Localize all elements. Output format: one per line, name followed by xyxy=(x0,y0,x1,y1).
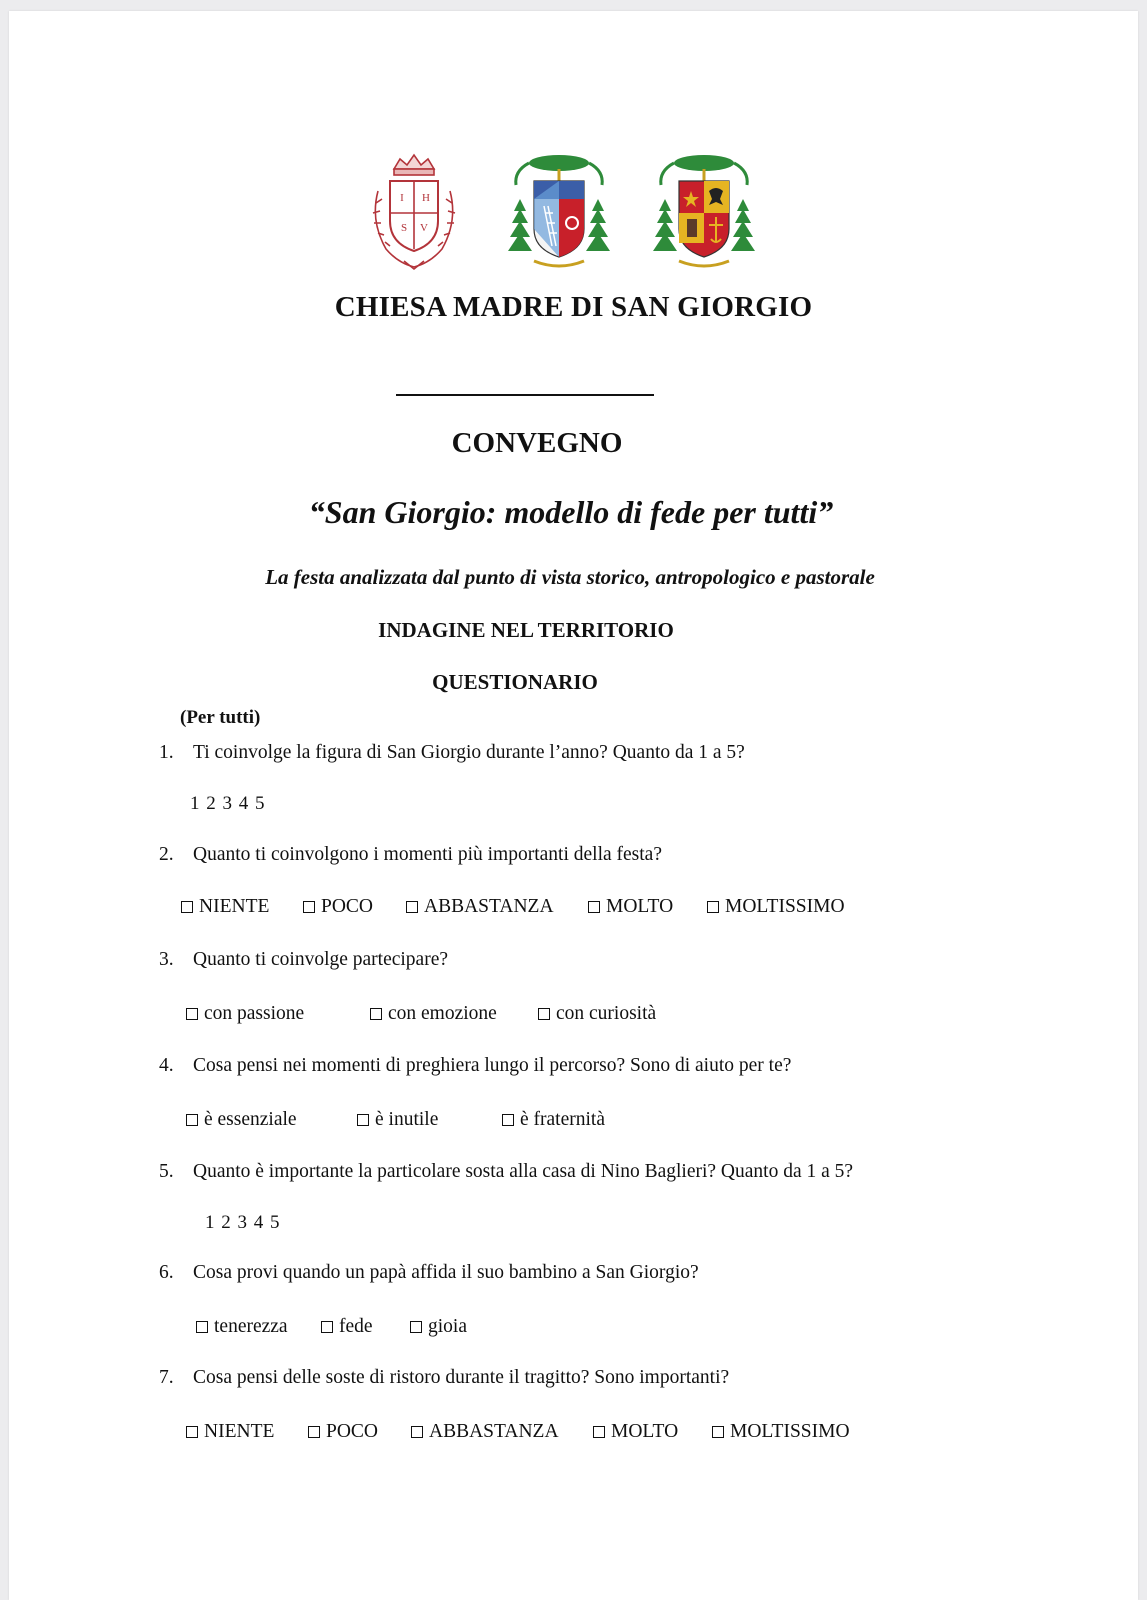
option-q7-molto[interactable] xyxy=(593,1421,678,1443)
checkbox-icon[interactable] xyxy=(181,901,193,913)
checkbox-icon[interactable] xyxy=(303,901,315,913)
question-3 xyxy=(159,949,448,971)
checkbox-icon[interactable] xyxy=(712,1426,724,1438)
option-label: POCO xyxy=(321,896,374,917)
checkbox-icon[interactable] xyxy=(370,1008,382,1020)
option-label: ABBASTANZA xyxy=(424,896,554,917)
document-type-wrap xyxy=(9,670,1021,695)
title-divider xyxy=(396,394,654,396)
event-subtitle-wrap xyxy=(9,565,1131,590)
question-number: 3. xyxy=(159,949,174,970)
option-q7-poco[interactable] xyxy=(308,1421,378,1443)
option-q3-passione[interactable] xyxy=(186,1003,304,1025)
option-q7-moltissimo[interactable] xyxy=(712,1421,850,1443)
option-label: è essenziale xyxy=(204,1109,297,1130)
question-text: Ti coinvolge la figura di San Giorgio durante l’anno? Quanto da 1 a 5? xyxy=(193,742,745,763)
question-text: Quanto ti coinvolge partecipare? xyxy=(193,949,449,970)
crest-letter-h: H xyxy=(422,192,430,204)
option-label: con curiosità xyxy=(556,1003,657,1024)
option-label: gioia xyxy=(428,1316,467,1337)
question-text: Cosa pensi nei momenti di preghiera lungo il percorso? Sono di aiuto per te? xyxy=(193,1055,792,1076)
option-label: MOLTISSIMO xyxy=(730,1421,850,1442)
checkbox-icon[interactable] xyxy=(410,1321,422,1333)
checkbox-icon[interactable] xyxy=(186,1426,198,1438)
checkbox-icon[interactable] xyxy=(196,1321,208,1333)
option-q6-gioia[interactable] xyxy=(410,1316,467,1338)
option-q3-curiosita[interactable] xyxy=(538,1003,656,1025)
question-text: Quanto è importante la particolare sosta alla casa di Nino Baglieri? Quanto da 1 a 5? xyxy=(193,1161,854,1182)
checkbox-icon[interactable] xyxy=(186,1114,198,1126)
checkbox-icon[interactable] xyxy=(502,1114,514,1126)
question-5 xyxy=(159,1161,853,1183)
question-6 xyxy=(159,1262,699,1284)
checkbox-icon[interactable] xyxy=(406,901,418,913)
question-text: Cosa pensi delle soste di ristoro durante il tragitto? Sono importanti? xyxy=(193,1367,730,1388)
event-type: CONVEGNO xyxy=(451,427,623,459)
checkbox-icon[interactable] xyxy=(321,1321,333,1333)
option-q2-abbastanza[interactable] xyxy=(406,896,554,918)
option-label: fede xyxy=(339,1316,373,1337)
option-q4-inutile[interactable] xyxy=(357,1109,438,1131)
option-label: con emozione xyxy=(388,1003,497,1024)
option-q2-moltissimo[interactable] xyxy=(707,896,845,918)
checkbox-icon[interactable] xyxy=(186,1008,198,1020)
document-page xyxy=(9,11,1138,1600)
question-1 xyxy=(159,742,745,764)
section-heading-wrap xyxy=(9,618,1043,643)
question-number: 1. xyxy=(159,742,174,763)
audience-note: (Per tutti) xyxy=(180,707,261,728)
bishop-crest-icon xyxy=(504,151,614,276)
church-name: CHIESA MADRE DI SAN GIORGIO xyxy=(334,291,813,323)
option-q2-niente[interactable] xyxy=(181,896,269,918)
city-crest-icon xyxy=(364,151,464,276)
event-subtitle: La festa analizzata dal punto di vista storico, antropologico e pastorale xyxy=(265,565,875,589)
option-q6-tenerezza[interactable] xyxy=(196,1316,288,1338)
option-label: è fraternità xyxy=(520,1109,605,1130)
crest-letter-v: V xyxy=(420,222,428,234)
question-4 xyxy=(159,1055,791,1077)
question-text: Quanto ti coinvolgono i momenti più importanti della festa? xyxy=(193,844,662,865)
document-type: QUESTIONARIO xyxy=(432,670,598,694)
event-title: “San Giorgio: modello di fede per tutti” xyxy=(308,494,834,530)
question-text: Cosa provi quando un papà affida il suo bambino a San Giorgio? xyxy=(193,1262,699,1283)
question-number: 2. xyxy=(159,844,174,865)
rating-scale-5[interactable]: 1 2 3 4 5 xyxy=(205,1212,281,1233)
option-label: tenerezza xyxy=(214,1316,288,1337)
option-label: MOLTISSIMO xyxy=(725,896,845,917)
checkbox-icon[interactable] xyxy=(308,1426,320,1438)
option-q3-emozione[interactable] xyxy=(370,1003,497,1025)
option-label: NIENTE xyxy=(204,1421,275,1442)
option-label: NIENTE xyxy=(199,896,270,917)
checkbox-icon[interactable] xyxy=(588,901,600,913)
option-q4-fraternita[interactable] xyxy=(502,1109,605,1131)
option-q2-poco[interactable] xyxy=(303,896,373,918)
question-number: 6. xyxy=(159,1262,174,1283)
option-q7-niente[interactable] xyxy=(186,1421,274,1443)
option-label: ABBASTANZA xyxy=(429,1421,559,1442)
event-title-wrap xyxy=(9,494,1133,531)
option-label: MOLTO xyxy=(611,1421,679,1442)
archbishop-crest-icon xyxy=(649,151,759,276)
checkbox-icon[interactable] xyxy=(538,1008,550,1020)
coats-of-arms xyxy=(9,151,1138,281)
question-7 xyxy=(159,1367,729,1389)
checkbox-icon[interactable] xyxy=(357,1114,369,1126)
option-label: POCO xyxy=(326,1421,379,1442)
crest-letter-s: S xyxy=(400,222,408,234)
question-2 xyxy=(159,844,662,866)
option-q6-fede[interactable] xyxy=(321,1316,373,1338)
header-block xyxy=(9,291,1138,324)
crest-letter-i: I xyxy=(400,192,404,204)
option-label: MOLTO xyxy=(606,896,674,917)
question-number: 4. xyxy=(159,1055,174,1076)
rating-scale-1[interactable]: 1 2 3 4 5 xyxy=(190,793,266,814)
option-label: è inutile xyxy=(375,1109,439,1130)
checkbox-icon[interactable] xyxy=(593,1426,605,1438)
option-q4-essenziale[interactable] xyxy=(186,1109,297,1131)
section-heading: INDAGINE NEL TERRITORIO xyxy=(378,618,674,642)
option-q7-abbastanza[interactable] xyxy=(411,1421,559,1443)
option-label: con passione xyxy=(204,1003,305,1024)
question-number: 7. xyxy=(159,1367,174,1388)
event-type-wrap xyxy=(9,427,1065,460)
checkbox-icon[interactable] xyxy=(411,1426,423,1438)
checkbox-icon[interactable] xyxy=(707,901,719,913)
question-number: 5. xyxy=(159,1161,174,1182)
option-q2-molto[interactable] xyxy=(588,896,673,918)
